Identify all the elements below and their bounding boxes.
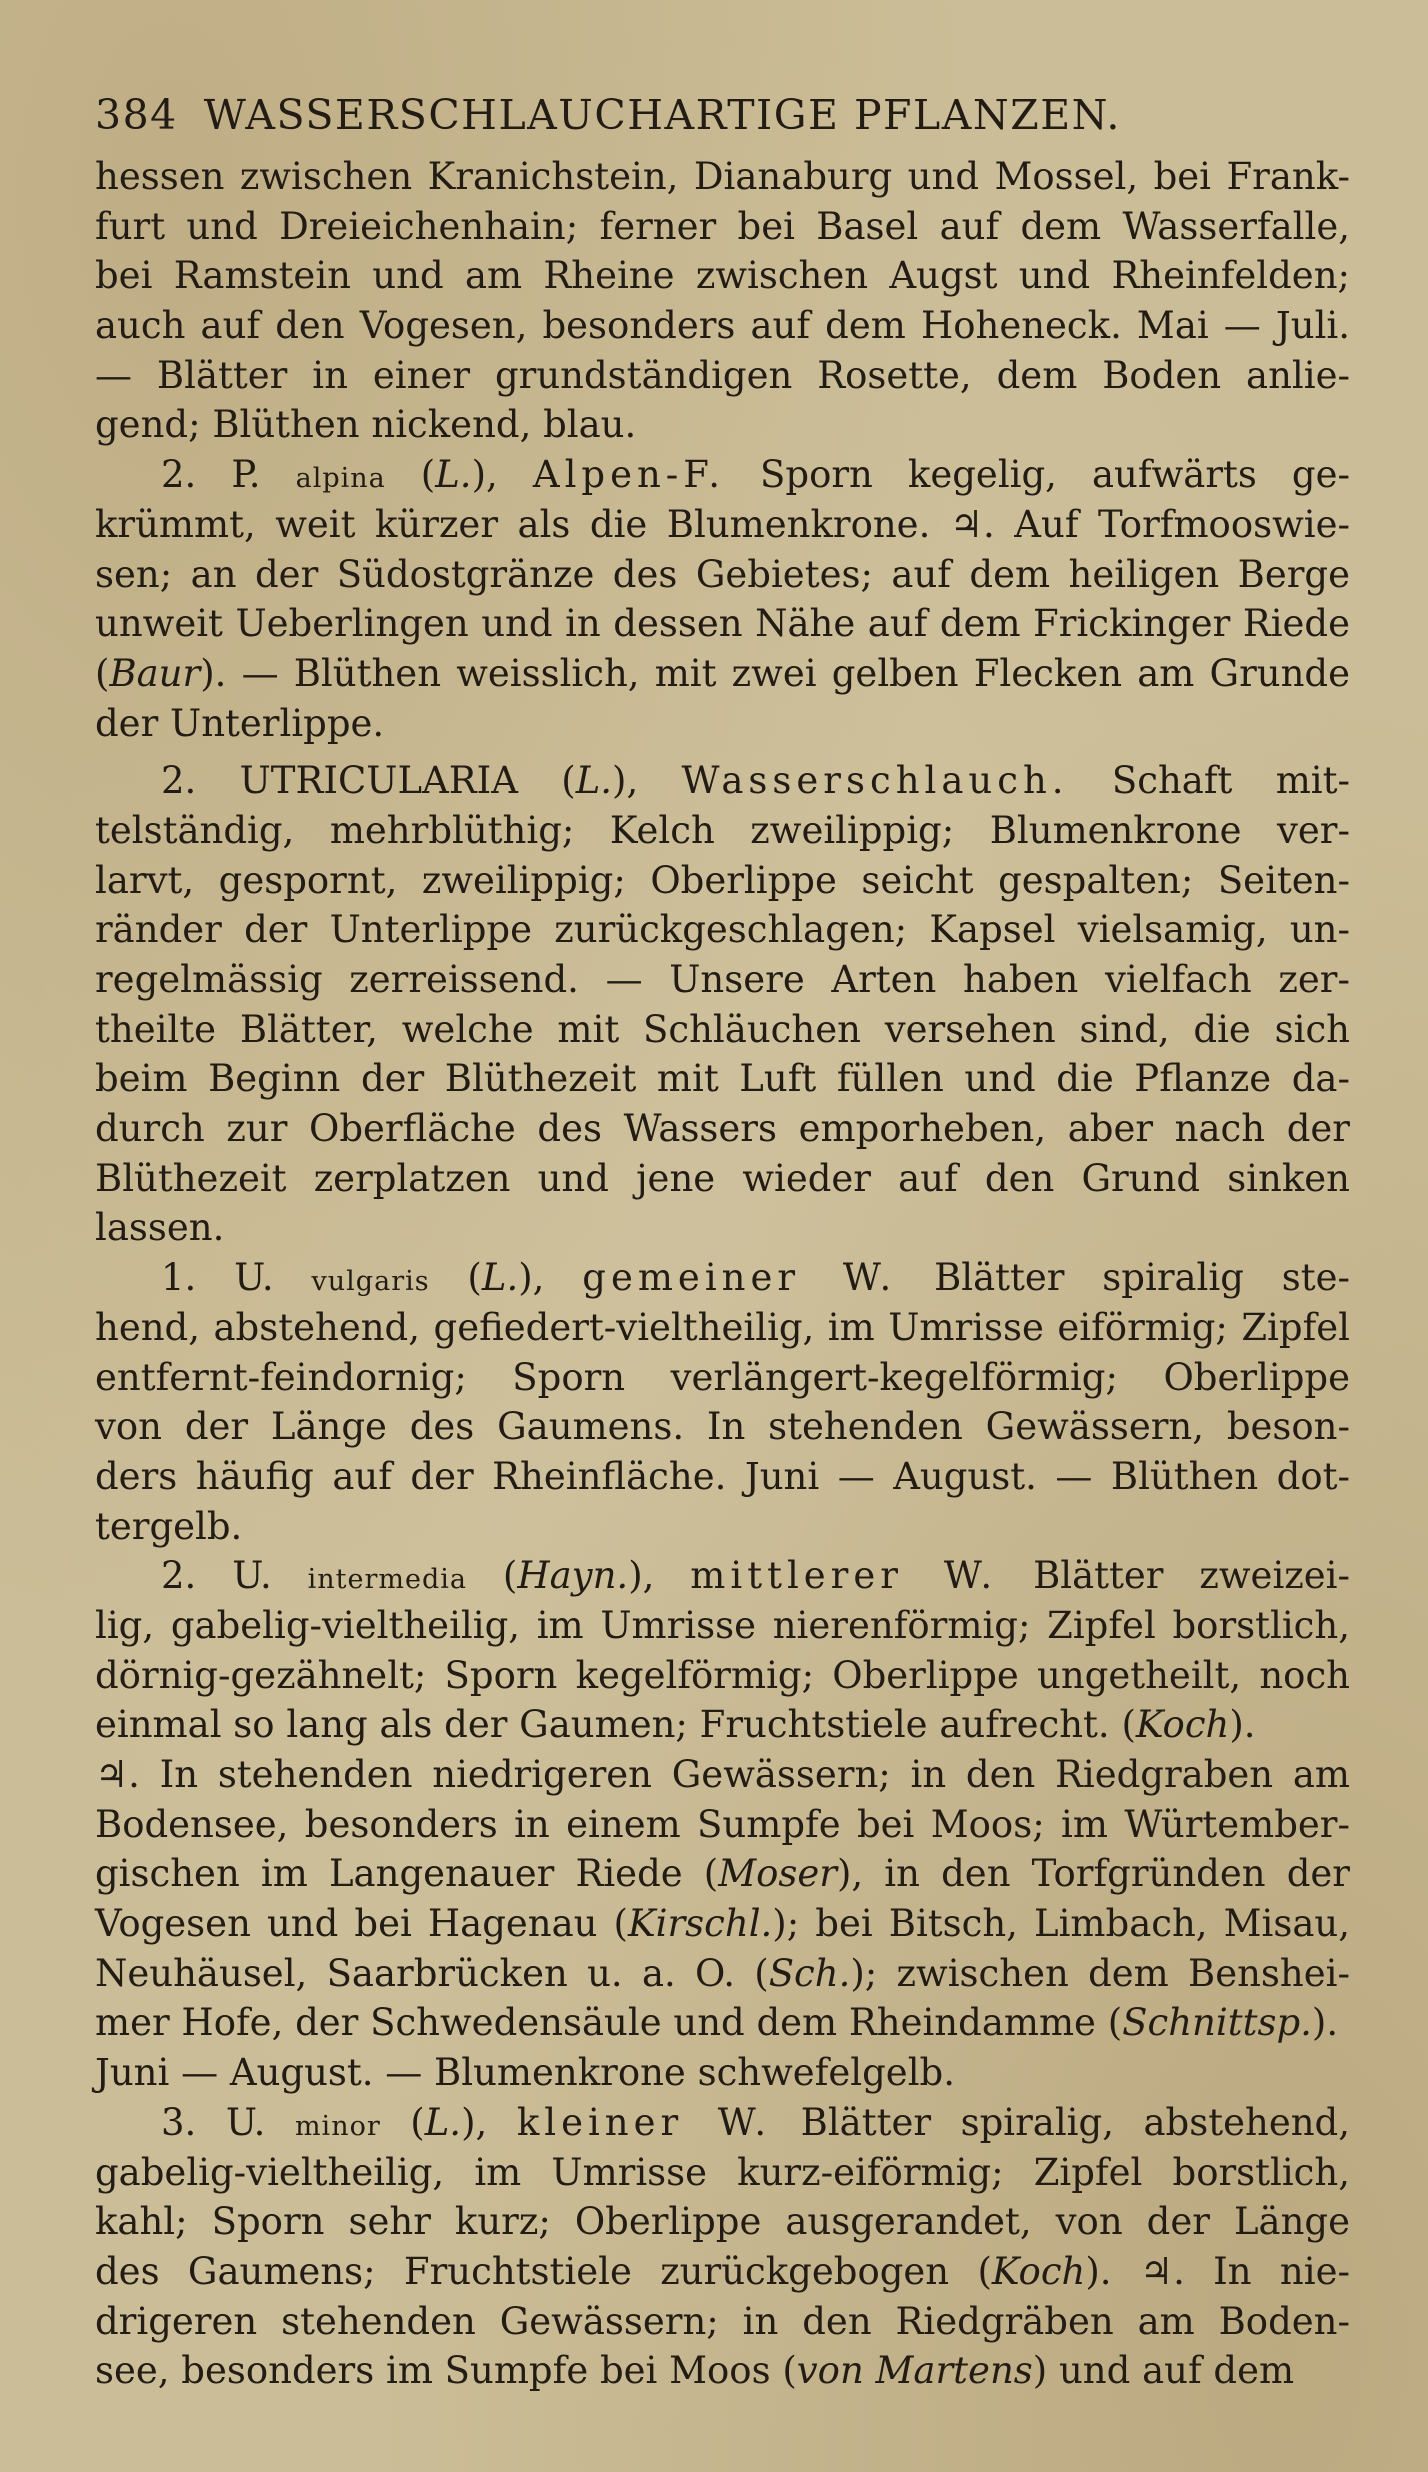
- text-line: [95, 1601, 1350, 1651]
- text-line: [95, 1700, 1350, 1750]
- book-page: [95, 78, 1350, 2396]
- text-line: [95, 856, 1350, 906]
- text-segment-i: Koch: [1135, 1703, 1230, 1747]
- text-line: [95, 450, 1350, 500]
- text-line: [95, 1303, 1350, 1353]
- text-segment: ),: [612, 759, 682, 803]
- text-segment-i: L.: [575, 759, 613, 803]
- text-segment-i: L.: [435, 453, 472, 497]
- text-line: [95, 251, 1350, 301]
- text-line: [95, 400, 1350, 450]
- text-line: [95, 1353, 1350, 1403]
- text-line: [95, 1750, 1350, 1800]
- text-segment-i: L.: [424, 2100, 462, 2144]
- text-segment-sp: mittlerer W.: [690, 1554, 998, 1598]
- text-segment: Juni — August. — Blumenkrone schwefelgelb.: [95, 2051, 955, 2095]
- text-segment: einmal so lang als der Gaumen; Fruchtstiele aufrecht. (: [95, 1703, 1136, 1747]
- text-segment: 1. U.: [161, 1256, 312, 1300]
- text-segment-sp: gemeiner W.: [582, 1256, 897, 1300]
- text-segment: sen; an der Südostgränze des Gebietes; auf dem heiligen Berge: [95, 552, 1350, 596]
- text-line: [95, 649, 1350, 699]
- text-line: [95, 1253, 1350, 1303]
- text-segment: ). — Blüthen weisslich, mit zwei gelben Flecken am Grunde: [200, 651, 1350, 695]
- text-segment: auch auf den Vogesen, besonders auf dem Hoheneck. Mai — Juli.: [95, 304, 1350, 348]
- text-segment: (: [429, 1256, 482, 1300]
- text-segment-i: von Martens: [796, 2349, 1033, 2393]
- running-head: WASSERSCHLAUCHARTIGE PFLANZEN.: [203, 91, 1121, 139]
- text-segment: Vogesen und bei Hagenau (: [95, 1902, 628, 1946]
- text-segment: larvt, gespornt, zweilippig; Oberlippe seicht gespalten; Seiten-: [95, 858, 1350, 902]
- text-segment-i: Moser: [718, 1852, 837, 1896]
- text-line: [95, 699, 1350, 749]
- text-line: [95, 2197, 1350, 2247]
- text-segment: ); zwischen dem Benshei-: [850, 1951, 1350, 1995]
- text-segment: Neuhäusel, Saarbrücken u. a. O. (: [95, 1951, 769, 1995]
- text-segment: beim Beginn der Blüthezeit mit Luft füllen und die Pflanze da-: [95, 1057, 1350, 1101]
- text-segment: regelmässig zerreissend. — Unsere Arten haben vielfach zer-: [95, 958, 1350, 1001]
- text-segment: dörnig-gezähnelt; Sporn kegelförmig; Oberlippe ungetheilt, noch: [95, 1653, 1350, 1697]
- text-segment: 3. U.: [161, 2100, 295, 2144]
- text-segment: ),: [518, 1256, 583, 1300]
- text-segment-sc: minor: [294, 2110, 381, 2142]
- text-segment: krümmt, weit kürzer als die Blumenkrone. ♃. Auf Torfmooswie-: [95, 502, 1350, 546]
- text-line: [95, 2247, 1350, 2297]
- text-segment: ). ♃. In nie-: [1085, 2249, 1350, 2293]
- text-line: [95, 550, 1350, 600]
- text-segment-i: Hayn.: [517, 1554, 629, 1598]
- text-line: [95, 1899, 1350, 1949]
- text-segment: Blätter spiralig, abstehend,: [771, 2100, 1350, 2144]
- text-segment: ),: [628, 1554, 691, 1598]
- text-line: [95, 806, 1350, 856]
- text-segment: lassen.: [95, 1206, 225, 1250]
- text-line: [95, 1203, 1350, 1253]
- text-segment-sc: alpina: [295, 463, 386, 495]
- page-header: [95, 78, 1350, 152]
- text-segment: telständig, mehrblüthig; Kelch zweilippig; Blumenkrone ver-: [95, 808, 1350, 852]
- text-line: [95, 1402, 1350, 1452]
- text-line: [95, 1800, 1350, 1850]
- text-segment: bei Ramstein und am Rheine zwischen Augst und Rheinfelden;: [95, 254, 1350, 298]
- text-segment: von der Länge des Gaumens. In stehenden Gewässern, beson-: [95, 1405, 1350, 1449]
- text-segment: tergelb.: [95, 1504, 243, 1548]
- text-segment: des Gaumens; Fruchtstiele zurückgebogen (: [95, 2249, 992, 2293]
- text-segment-i: L.: [481, 1256, 519, 1300]
- text-segment: mer Hofe, der Schwedensäule und dem Rheindamme (: [95, 2001, 1123, 2045]
- page-number: 384: [95, 91, 178, 139]
- text-segment: durch zur Oberfläche des Wassers emporheben, aber nach der: [95, 1107, 1350, 1151]
- text-segment: Blätter zweizei-: [997, 1554, 1351, 1598]
- text-line: [95, 1452, 1350, 1502]
- text-line: [95, 955, 1350, 1005]
- text-segment: ).: [1229, 1703, 1256, 1747]
- text-line: [95, 202, 1350, 252]
- text-line: [95, 152, 1350, 202]
- text-segment: (: [380, 2100, 425, 2144]
- text-line: [95, 1054, 1350, 1104]
- text-segment: see, besonders im Sumpfe bei Moos (: [95, 2349, 797, 2393]
- text-line: [95, 2346, 1350, 2396]
- text-segment-sp: Wasserschlauch.: [681, 759, 1069, 803]
- text-line: [95, 1104, 1350, 1154]
- text-segment: furt und Dreieichenhain; ferner bei Basel auf dem Wasserfalle,: [95, 204, 1350, 248]
- text-segment: ),: [471, 453, 533, 497]
- text-segment: ), in den Torfgründen der: [836, 1852, 1350, 1896]
- text-line: [95, 500, 1350, 550]
- text-line: [95, 1005, 1350, 1055]
- text-line: [95, 351, 1350, 401]
- text-segment: kahl; Sporn sehr kurz; Oberlippe ausgerandet, von der Länge: [95, 2200, 1350, 2244]
- text-line: [95, 1502, 1350, 1552]
- text-segment: hessen zwischen Kranichstein, Dianaburg und Mossel, bei Frank-: [95, 155, 1350, 198]
- text-line: [95, 2048, 1350, 2098]
- text-segment: gischen im Langenauer Riede (: [95, 1852, 719, 1896]
- text-segment: lig, gabelig-vieltheilig, im Umrisse nierenförmig; Zipfel borstlich,: [95, 1603, 1350, 1647]
- text-segment-i: Koch: [991, 2249, 1086, 2293]
- text-segment: 2. UTRICULARIA (: [161, 759, 576, 803]
- text-line: [95, 905, 1350, 955]
- text-segment-sp: Alpen-F.: [532, 453, 725, 497]
- text-segment: gend; Blüthen nickend, blau.: [95, 403, 637, 447]
- text-segment: Blüthezeit zerplatzen und jene wieder auf den Grund sinken: [95, 1156, 1350, 1200]
- text-segment: theilte Blätter, welche mit Schläuchen versehen sind, die sich: [95, 1007, 1350, 1051]
- text-line: [95, 1551, 1350, 1601]
- text-segment: unweit Ueberlingen und in dessen Nähe auf dem Frickinger Riede: [95, 602, 1350, 646]
- text-segment: Schaft mit-: [1068, 759, 1350, 803]
- text-segment: Sporn kegelig, aufwärts ge-: [724, 453, 1351, 497]
- text-segment: der Unterlippe.: [95, 701, 385, 745]
- text-line: [95, 2098, 1350, 2148]
- text-segment: ränder der Unterlippe zurückgeschlagen; Kapsel vielsamig, un-: [95, 908, 1350, 952]
- text-segment: ),: [461, 2100, 517, 2144]
- text-segment-sc: intermedia: [307, 1564, 468, 1596]
- text-segment-i: Kirschl.: [628, 1902, 773, 1946]
- text-segment: Bodensee, besonders in einem Sumpfe bei Moos; im Würtember-: [95, 1802, 1350, 1846]
- text-segment: ); bei Bitsch, Limbach, Misau,: [772, 1902, 1350, 1946]
- text-line: [95, 599, 1350, 649]
- text-segment: (: [385, 453, 436, 497]
- text-segment: ).: [1311, 2001, 1339, 2045]
- text-segment-i: Schnittsp.: [1122, 2001, 1312, 2045]
- text-segment: drigeren stehenden Gewässern; in den Riedgräben am Boden-: [95, 2299, 1350, 2343]
- text-line: [95, 1154, 1350, 1204]
- text-line: [95, 1651, 1350, 1701]
- text-segment-sc: vulgaris: [311, 1266, 430, 1298]
- text-segment: 2. P.: [161, 453, 296, 497]
- text-segment: ) und auf dem: [1032, 2349, 1295, 2393]
- text-segment: ♃. In stehenden niedrigeren Gewässern; in den Riedgraben am: [95, 1753, 1350, 1796]
- text-segment-sp: kleiner W.: [516, 2100, 772, 2144]
- text-line: [95, 1849, 1350, 1899]
- text-line: [95, 1998, 1350, 2048]
- text-segment: — Blätter in einer grundständigen Rosette, dem Boden anlie-: [95, 353, 1350, 397]
- text-segment: entfernt-feindornig; Sporn verlängert-kegelförmig; Oberlippe: [95, 1355, 1350, 1399]
- text-line: [95, 1949, 1350, 1999]
- text-segment-i: Sch.: [768, 1951, 851, 1995]
- text-line: [95, 756, 1350, 806]
- text-segment: (: [95, 651, 110, 695]
- text-segment: ders häufig auf der Rheinfläche. Juni — August. — Blüthen dot-: [95, 1454, 1350, 1498]
- text-segment: (: [467, 1554, 518, 1598]
- text-segment: hend, abstehend, gefiedert-vieltheilig, im Umrisse eiförmig; Zipfel: [95, 1305, 1350, 1349]
- text-segment: 2. U.: [161, 1554, 308, 1598]
- text-line: [95, 2148, 1350, 2198]
- text-segment: Blätter spiralig ste-: [896, 1256, 1351, 1300]
- body-text: [95, 152, 1350, 2396]
- text-segment: gabelig-vieltheilig, im Umrisse kurz-eiförmig; Zipfel borstlich,: [95, 2150, 1350, 2194]
- text-segment-i: Baur: [109, 651, 201, 695]
- text-line: [95, 301, 1350, 351]
- text-line: [95, 2297, 1350, 2347]
